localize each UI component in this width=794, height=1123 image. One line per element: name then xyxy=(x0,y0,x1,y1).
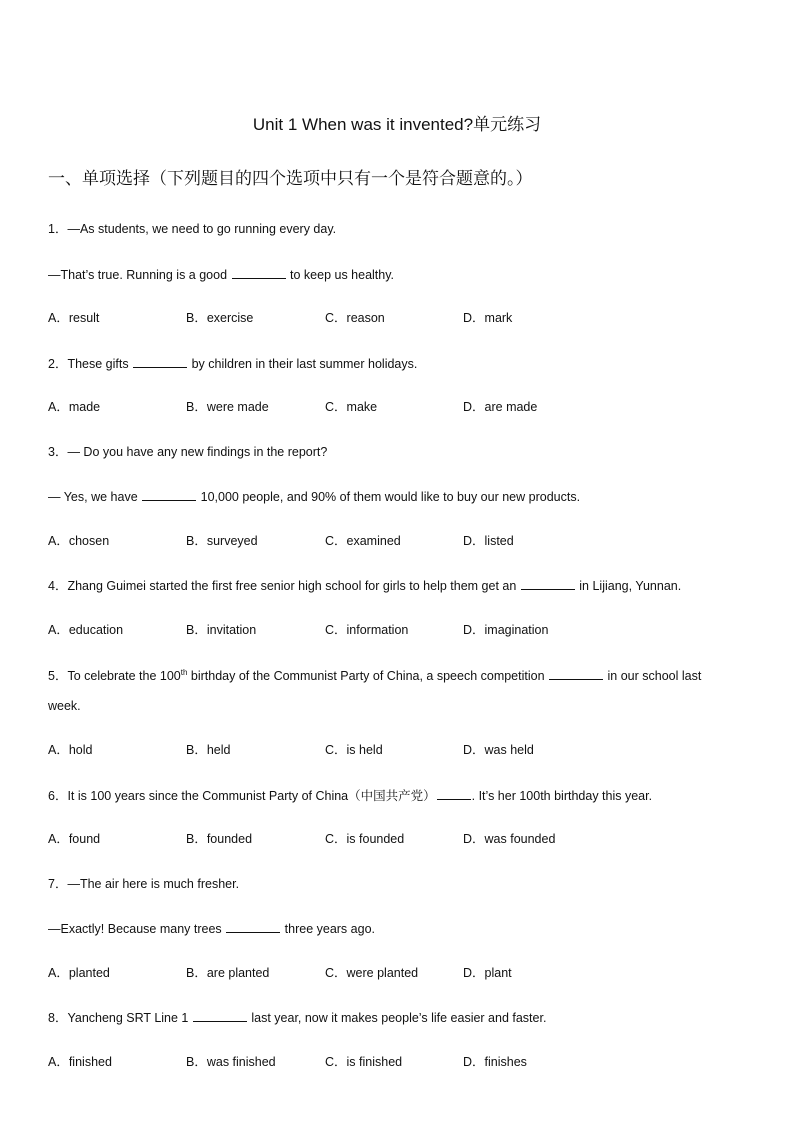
question-number: 5． xyxy=(48,669,68,683)
option-a[interactable]: A．chosen xyxy=(48,534,110,548)
question-3 xyxy=(48,444,327,460)
question-number: 7． xyxy=(48,877,68,891)
answer-blank[interactable] xyxy=(142,488,196,501)
option-d[interactable]: D．plant xyxy=(463,966,512,980)
question-text: by children in their last summer holidays. xyxy=(191,357,418,371)
question-7 xyxy=(48,876,239,892)
question-text: It is 100 years since the Communist Party of China（中国共产党） xyxy=(67,789,436,803)
option-a[interactable]: A．hold xyxy=(48,743,93,757)
question-text: To celebrate the 100 xyxy=(67,669,181,683)
question-text: —Exactly! Because many trees xyxy=(48,922,222,936)
option-b[interactable]: B．founded xyxy=(186,832,253,846)
option-d[interactable]: D．mark xyxy=(463,311,513,325)
option-c[interactable]: C．is held xyxy=(325,743,383,757)
question-text: in Lijiang, Yunnan. xyxy=(579,579,682,593)
option-a[interactable]: A．found xyxy=(48,832,101,846)
question-number: 4． xyxy=(48,579,68,593)
option-a[interactable]: A．education xyxy=(48,623,124,637)
answer-blank[interactable] xyxy=(193,1009,247,1022)
option-c[interactable]: C．is finished xyxy=(325,1055,403,1069)
option-b[interactable]: B．are planted xyxy=(186,966,270,980)
question-text: Yancheng SRT Line 1 xyxy=(67,1011,189,1025)
answer-blank[interactable] xyxy=(521,577,575,590)
question-text: Zhang Guimei started the first free senior high school for girls to help them get an xyxy=(67,579,517,593)
question-7-reply xyxy=(48,920,375,937)
answer-blank[interactable] xyxy=(226,920,280,933)
question-text: —The air here is much fresher. xyxy=(67,877,240,891)
question-text: to keep us healthy. xyxy=(290,268,395,282)
question-text: in our school last xyxy=(607,669,702,683)
question-6 xyxy=(48,787,652,804)
option-c[interactable]: C．is founded xyxy=(325,832,405,846)
question-5 xyxy=(48,667,701,684)
question-number: 8． xyxy=(48,1011,68,1025)
option-d[interactable]: D．was held xyxy=(463,743,534,757)
option-c[interactable]: C．make xyxy=(325,400,378,414)
section-heading: 一、单项选择（下列题目的四个选项中只有一个是符合题意的。） xyxy=(48,169,533,188)
option-b[interactable]: B．were made xyxy=(186,400,269,414)
question-text: These gifts xyxy=(67,357,129,371)
option-b[interactable]: B．was finished xyxy=(186,1055,276,1069)
option-a[interactable]: A．made xyxy=(48,400,101,414)
option-c[interactable]: C．information xyxy=(325,623,409,637)
option-d[interactable]: D．finishes xyxy=(463,1055,527,1069)
option-b[interactable]: B．surveyed xyxy=(186,534,258,548)
question-text: . It’s her 100th birthday this year. xyxy=(471,789,653,803)
page-title: Unit 1 When was it invented?单元练习 xyxy=(252,115,542,134)
question-text: —That’s true. Running is a good xyxy=(48,268,228,282)
option-a[interactable]: A．finished xyxy=(48,1055,112,1069)
question-number: 6． xyxy=(48,789,68,803)
option-a[interactable]: A．result xyxy=(48,311,100,325)
question-4 xyxy=(48,577,681,594)
question-text: three years ago. xyxy=(284,922,375,936)
question-2 xyxy=(48,355,417,372)
question-text: —As students, we need to go running every day. xyxy=(67,222,337,236)
question-text: 10,000 people, and 90% of them would like to buy our new products. xyxy=(200,490,581,504)
question-text: birthday of the Communist Party of China, a speech competition xyxy=(190,669,545,683)
option-d[interactable]: D．was founded xyxy=(463,832,556,846)
question-number: 1． xyxy=(48,222,68,236)
option-a[interactable]: A．planted xyxy=(48,966,110,980)
question-number: 2． xyxy=(48,357,68,371)
question-1-reply xyxy=(48,266,394,283)
option-c[interactable]: C．examined xyxy=(325,534,401,548)
question-number: 3． xyxy=(48,445,68,459)
option-c[interactable]: C．were planted xyxy=(325,966,419,980)
question-8 xyxy=(48,1009,546,1026)
option-c[interactable]: C．reason xyxy=(325,311,385,325)
question-5-continued xyxy=(48,698,81,714)
option-b[interactable]: B．held xyxy=(186,743,231,757)
option-d[interactable]: D．listed xyxy=(463,534,514,548)
answer-blank[interactable] xyxy=(232,266,286,279)
question-text: — Do you have any new findings in the report? xyxy=(67,445,328,459)
option-b[interactable]: B．exercise xyxy=(186,311,254,325)
answer-blank[interactable] xyxy=(133,355,187,368)
question-1 xyxy=(48,221,336,237)
question-3-reply xyxy=(48,488,580,505)
question-text: week. xyxy=(48,699,81,713)
answer-blank[interactable] xyxy=(549,667,603,680)
option-d[interactable]: D．imagination xyxy=(463,623,549,637)
option-d[interactable]: D．are made xyxy=(463,400,538,414)
ordinal-suffix: th xyxy=(180,667,188,677)
option-b[interactable]: B．invitation xyxy=(186,623,257,637)
question-text: last year, now it makes people’s life easier and faster. xyxy=(251,1011,547,1025)
question-text: — Yes, we have xyxy=(48,490,138,504)
answer-blank[interactable] xyxy=(437,787,471,800)
